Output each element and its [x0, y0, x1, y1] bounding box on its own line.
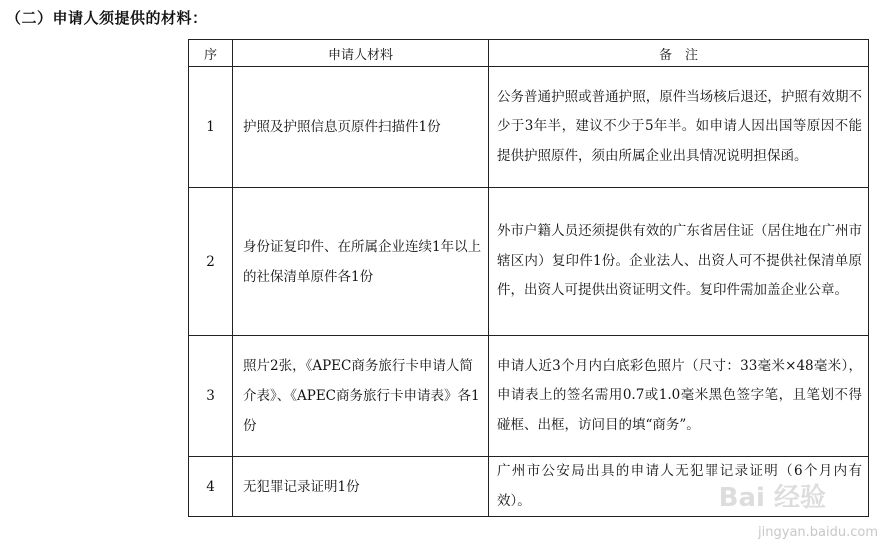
row-material: 无犯罪记录证明1份 [233, 457, 489, 517]
table-row [189, 336, 869, 457]
row-number: 3 [189, 336, 233, 457]
watermark-logo: Bai 经验 [718, 483, 826, 513]
row-note: 外市户籍人员还须提供有效的广东省居住证（居住地在广州市辖区内）复印件1份。企业法人、出资人可不提供社保清单原件，出资人可提供出资证明文件。复印件需加盖企业公章。 [489, 188, 869, 336]
row-number: 4 [189, 457, 233, 517]
row-material: 护照及护照信息页原件扫描件1份 [233, 67, 489, 188]
table-row [189, 67, 869, 188]
row-number: 1 [189, 67, 233, 188]
row-material: 照片2张，《APEC商务旅行卡申请人简介表》、《APEC商务旅行卡申请表》各1份 [233, 336, 489, 457]
row-note: 广州市公安局出具的申请人无犯罪记录证明（6个月内有效）。 [489, 457, 869, 517]
table-header-row [189, 40, 869, 67]
table-row [189, 188, 869, 336]
materials-table [188, 39, 869, 517]
row-note: 申请人近3个月内白底彩色照片（尺寸：33毫米×48毫米），申请表上的签名需用0.7或1.0毫米黑色签字笔，且笔划不得碰框、出框，访问目的填“商务”。 [489, 336, 869, 457]
row-material: 身份证复印件、在所属企业连续1年以上的社保清单原件各1份 [233, 188, 489, 336]
header-material: 申请人材料 [233, 40, 489, 67]
row-note: 公务普通护照或普通护照，原件当场核后退还，护照有效期不少于3年半，建议不少于5年半。如申请人因出国等原因不能提供护照原件，须由所属企业出具情况说明担保函。 [489, 67, 869, 188]
watermark-site: jingyan.baidu.com [758, 525, 878, 540]
header-seq: 序 [189, 40, 233, 67]
header-note: 备 注 [489, 40, 869, 67]
row-number: 2 [189, 188, 233, 336]
section-title: （二）申请人须提供的材料： [6, 9, 208, 27]
